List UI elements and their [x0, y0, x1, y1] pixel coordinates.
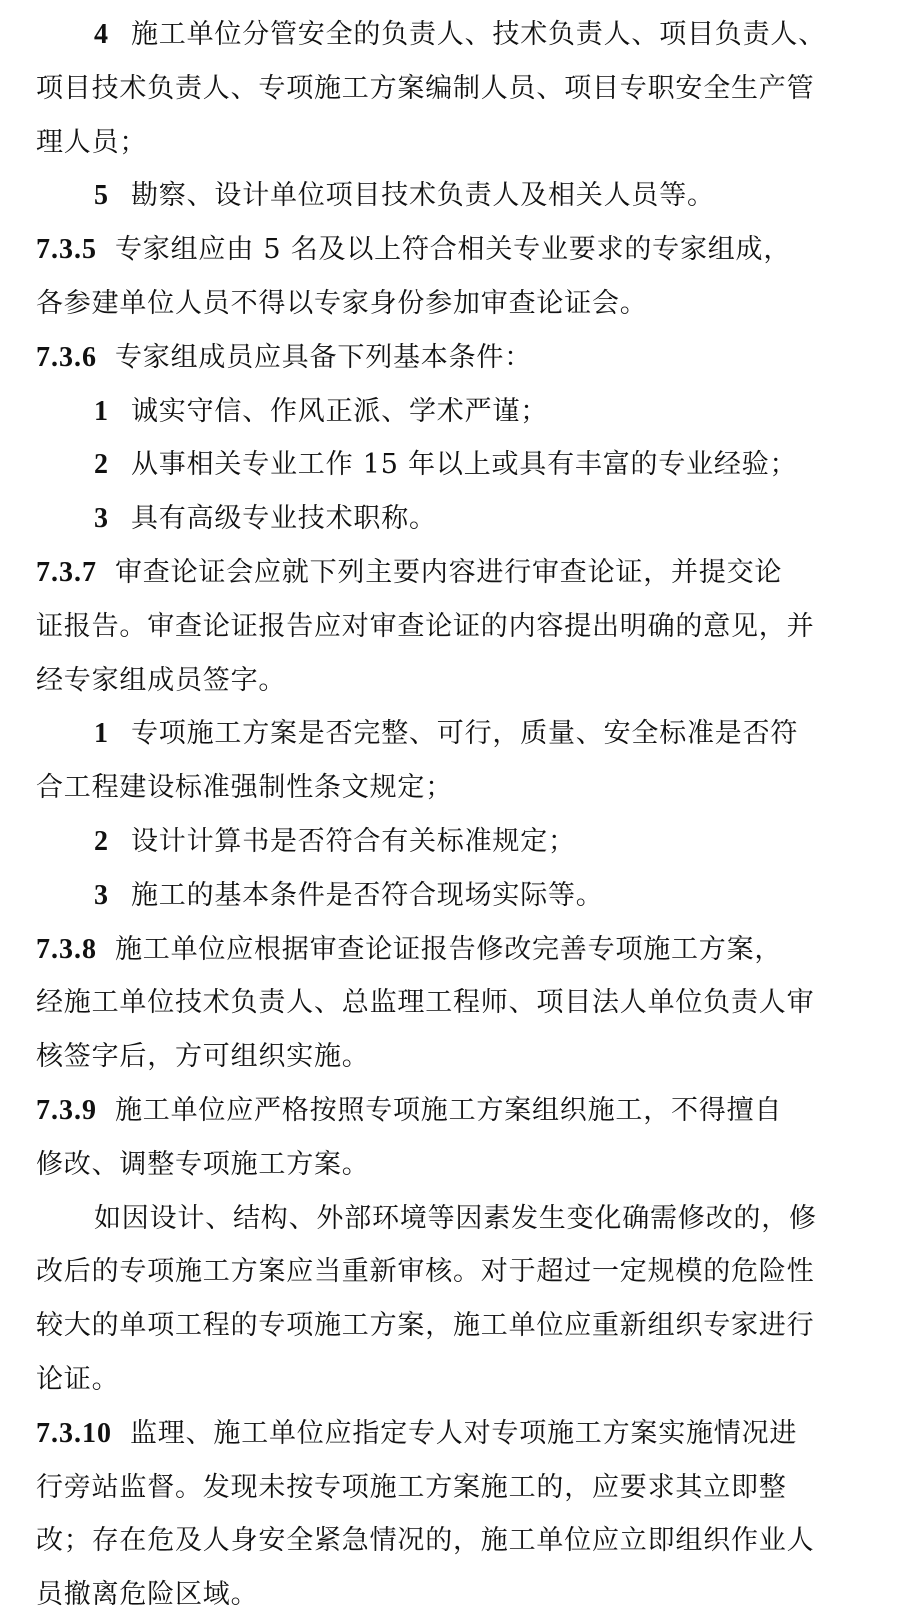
text-line: 各参建单位人员不得以专家身份参加审查论证会。	[36, 287, 648, 319]
text-line: 7.3.8 施工单位应根据审查论证报告修改完善专项施工方案，	[36, 933, 783, 965]
text-line: 7.3.5 专家组应由 5 名及以上符合相关专业要求的专家组成，	[36, 234, 792, 266]
text-line: 1 专项施工方案是否完整、可行，质量、安全标准是否符	[94, 718, 799, 750]
item-number: 1	[94, 395, 109, 427]
text-line: 经施工单位技术负责人、总监理工程师、项目法人单位负责人审	[36, 987, 815, 1019]
section-7-3-10	[36, 1407, 886, 1622]
text-line: 7.3.9 施工单位应严格按照专项施工方案组织施工，不得擅自	[36, 1094, 783, 1126]
text-line: 7.3.6 专家组成员应具备下列基本条件：	[36, 341, 532, 373]
document-page	[36, 8, 886, 1622]
text-line: 证报告。审查论证报告应对审查论证的内容提出明确的意见，并	[36, 610, 815, 642]
list-item-3	[36, 869, 886, 923]
section-number: 7.3.9	[36, 1094, 97, 1126]
list-item-1	[36, 707, 886, 815]
section-number: 7.3.5	[36, 234, 97, 266]
section-number: 7.3.10	[36, 1417, 112, 1449]
item-number: 2	[94, 449, 109, 481]
section-7-3-7	[36, 546, 886, 707]
text-line: 改；存在危及人身安全紧急情况的，施工单位应立即组织作业人	[36, 1525, 815, 1557]
text-line: 7.3.7 审查论证会应就下列主要内容进行审查论证，并提交论	[36, 556, 783, 588]
section-number: 7.3.6	[36, 341, 97, 373]
item-number: 3	[94, 503, 109, 535]
text-line: 如因设计、结构、外部环境等因素发生变化确需修改的，修	[94, 1202, 817, 1234]
list-item-3	[36, 492, 886, 546]
section-7-3-8	[36, 923, 886, 1084]
text-line: 3 具有高级专业技术职称。	[94, 503, 437, 535]
section-7-3-5	[36, 223, 886, 331]
section-7-3-9	[36, 1084, 886, 1192]
text-line: 较大的单项工程的专项施工方案，施工单位应重新组织专家进行	[36, 1310, 815, 1342]
text-line: 合工程建设标准强制性条文规定；	[36, 772, 453, 804]
section-number: 7.3.7	[36, 556, 97, 588]
list-item-2	[36, 815, 886, 869]
section-number: 7.3.8	[36, 933, 97, 965]
text-line: 行旁站监督。发现未按专项施工方案施工的，应要求其立即整	[36, 1471, 787, 1503]
item-number: 1	[94, 718, 109, 750]
text-line: 修改、调整专项施工方案。	[36, 1148, 370, 1180]
text-line: 项目技术负责人、专项施工方案编制人员、项目专职安全生产管	[36, 72, 815, 104]
paragraph	[36, 1192, 886, 1407]
text-line: 员撤离危险区域。	[36, 1579, 259, 1611]
text-line: 5 勘察、设计单位项目技术负责人及相关人员等。	[94, 180, 715, 212]
list-item-1	[36, 385, 886, 439]
text-line: 7.3.10 监理、施工单位应指定专人对专项施工方案实施情况进	[36, 1417, 798, 1449]
list-item-2	[36, 438, 886, 492]
text-line: 经专家组成员签字。	[36, 664, 287, 696]
item-number: 5	[94, 180, 109, 212]
text-line: 1 诚实守信、作风正派、学术严谨；	[94, 395, 548, 427]
text-line: 核签字后，方可组织实施。	[36, 1041, 370, 1073]
item-number: 4	[94, 19, 109, 50]
text-line: 3 施工的基本条件是否符合现场实际等。	[94, 879, 604, 911]
text-line: 论证。	[36, 1363, 120, 1395]
section-7-3-6	[36, 331, 886, 385]
text-line: 2 设计计算书是否符合有关标准规定；	[94, 825, 576, 857]
text-line: 4 施工单位分管安全的负责人、技术负责人、项目负责人、	[94, 19, 826, 50]
list-item-4	[36, 8, 886, 169]
item-number: 3	[94, 879, 109, 911]
text-line: 改后的专项施工方案应当重新审核。对于超过一定规模的危险性	[36, 1256, 815, 1288]
item-number: 2	[94, 825, 109, 857]
list-item-5	[36, 169, 886, 223]
text-line: 理人员；	[36, 126, 148, 158]
text-line: 2 从事相关专业工作 15 年以上或具有丰富的专业经验；	[94, 449, 798, 481]
